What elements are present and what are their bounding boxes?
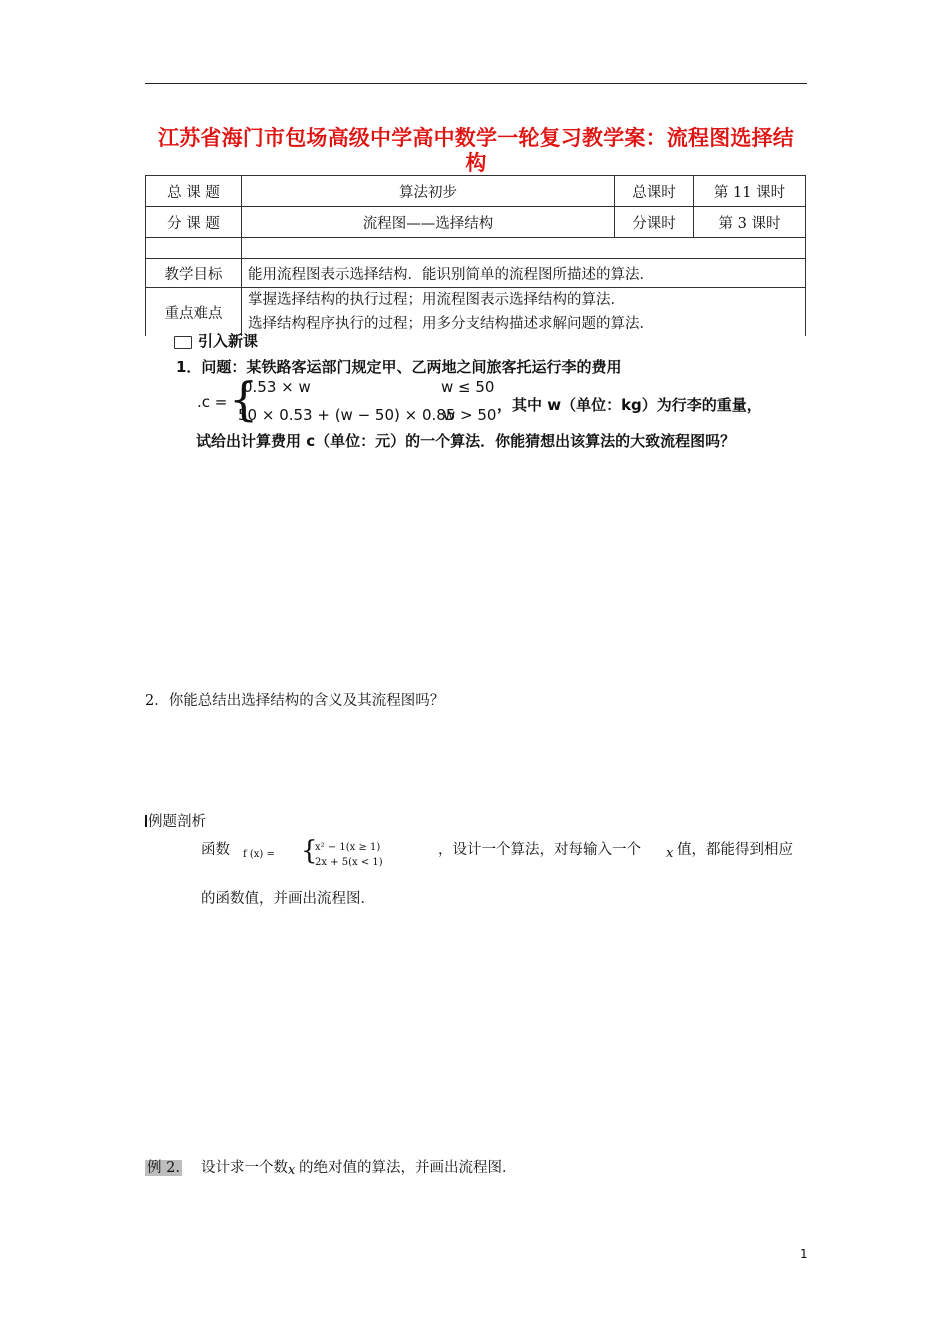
lesson-info-table — [145, 175, 806, 336]
sub-hours-label: 分课时 — [615, 207, 694, 238]
example-1-text-2: 值，都能得到相应 — [677, 842, 793, 858]
formula-case-2-expr: 50 × 0.53 + (w − 50) × 0.85 — [238, 406, 456, 424]
examples-heading: 例题剖析 — [145, 810, 206, 831]
question-2: 2．你能总结出选择结构的含义及其流程图吗？ — [145, 693, 445, 709]
question-1: 1．问题：某铁路客运部门规定甲、乙两地之间旅客托运行李的费用 — [176, 358, 622, 376]
formula-case-1-cond: w ≤ 50 — [441, 378, 495, 396]
key-points-label: 重点难点 — [146, 288, 242, 337]
example-2-variable: x — [288, 1163, 296, 1178]
formula-lhs: .c = — [197, 393, 228, 411]
example-1-case-2: 2x + 5(x < 1) — [315, 857, 383, 868]
sub-hours-value: 第 3 课时 — [694, 207, 806, 238]
table-row — [146, 207, 806, 238]
example-1-line-2: 的函数值，并画出流程图． — [201, 891, 375, 907]
empty-cell — [242, 238, 806, 259]
page-number: 1 — [800, 1247, 808, 1261]
example-2-label: 例 2. — [147, 1160, 180, 1176]
key-point-1: 掌握选择结构的执行过程；用流程图表示选择结构的算法． — [248, 292, 625, 308]
table-row — [146, 288, 806, 337]
header-rule — [145, 83, 807, 84]
example-1-brace: { — [301, 836, 318, 866]
example-2-text-2: 的绝对值的算法，并画出流程图． — [299, 1160, 517, 1176]
example-1-text: ，设计一个算法，对每输入一个 — [438, 842, 641, 858]
marker-bar — [145, 815, 147, 827]
table-row — [146, 176, 806, 207]
table-row — [146, 238, 806, 259]
key-point-2: 选择结构程序执行的过程；用多分支结构描述求解问题的算法． — [248, 316, 654, 332]
formula-note: ，其中 w（单位：kg）为行李的重量， — [497, 396, 762, 414]
formula-brace: { — [229, 372, 259, 426]
total-topic-label: 总 课 题 — [146, 176, 242, 207]
example-1-prefix: 函数 — [201, 842, 230, 858]
teaching-goal-label: 教学目标 — [146, 259, 242, 288]
title-line-1: 江苏省海门市包场高级中学高中数学一轮复习教学案：流程图选择结 — [158, 126, 794, 150]
total-topic-value: 算法初步 — [242, 176, 615, 207]
sub-topic-label: 分 课 题 — [146, 207, 242, 238]
total-hours-value: 第 11 课时 — [694, 176, 806, 207]
sub-topic-value: 流程图——选择结构 — [242, 207, 615, 238]
teaching-goal-value: 能用流程图表示选择结构．能识别简单的流程图所描述的算法． — [242, 259, 806, 288]
example-2-text: 设计求一个数 — [201, 1160, 288, 1176]
empty-cell — [146, 238, 242, 259]
question-1-task: 试给出计算费用 c（单位：元）的一个算法．你能猜想出该算法的大致流程图吗？ — [196, 432, 736, 450]
formula-case-2-cond: w > 50 — [443, 406, 497, 424]
folder-icon — [174, 336, 192, 349]
table-row — [146, 259, 806, 288]
key-points-value — [242, 288, 806, 337]
formula-case-1-expr: 0.53 × w — [243, 378, 311, 396]
example-1-variable: x — [666, 846, 674, 861]
example-1-case-1: x² − 1(x ≥ 1) — [315, 842, 381, 853]
document-title — [145, 126, 807, 176]
section-heading: 引入新课 — [198, 332, 259, 350]
total-hours-label: 总课时 — [615, 176, 694, 207]
title-line-2: 构 — [465, 151, 487, 175]
example-1-function: f (x) = — [243, 849, 275, 860]
